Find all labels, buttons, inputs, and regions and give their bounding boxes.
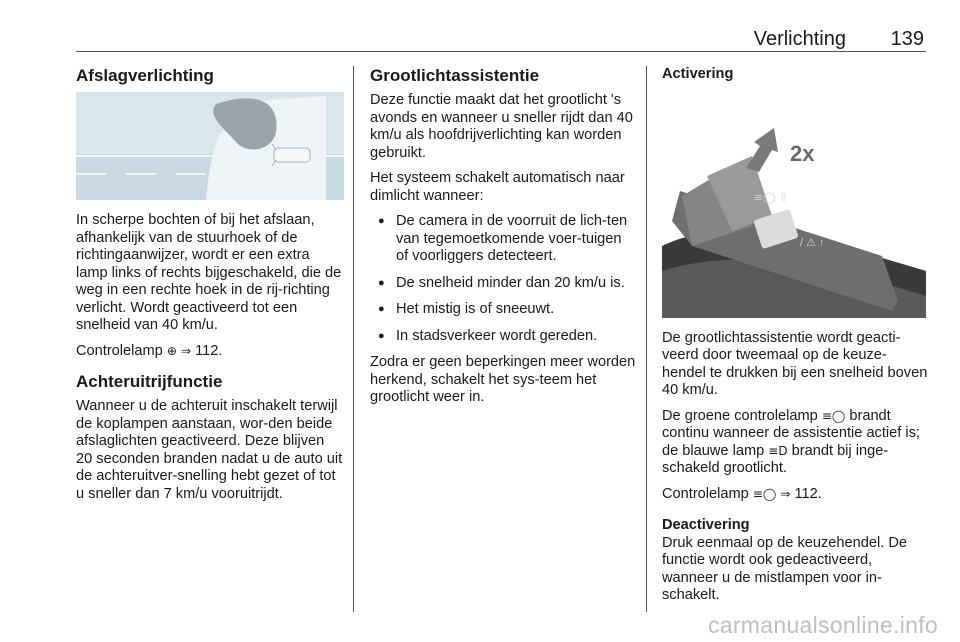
page-number: 139 [890,28,924,50]
heading-activering: Activering [662,66,734,82]
list-item: ● Het mistig is of sneeuwt. [370,301,636,319]
paragraph-controlelamp-1 [76,343,344,361]
controlelamp-label: Controlelamp [662,485,753,502]
page-header [76,25,926,52]
paragraph-achteruitrijfunctie: Wanneer u de achteruit inschakelt terwijl de koplampen aanstaan, wor-den beide afslaglichten geactiveerd. Deze blijven 20 seconden branden nadat u de auto uit de achteruitver-snelling hebt gezet of tot u sneller dan 7 km/u vooruitrijdt. [76,398,343,502]
page-reference: 112. [191,342,223,359]
lever-illustration [662,96,926,318]
page-reference: 112. [790,485,822,502]
press-twice-label: 2x [790,140,815,166]
paragraph-auto-dimming: Het systeem schakelt automatisch naar dimlicht wanneer: [370,170,625,204]
heading-deactivering: Deactivering [662,517,750,533]
column-afslagverlichting [76,66,344,511]
column-activering [662,66,930,613]
column-divider-2 [646,66,647,612]
high-beam-assist-icon: ≡◯ [752,486,777,501]
indicator-lamp-icon: ⊕ [166,343,177,358]
green-lamp-icon: ≡◯ [821,408,846,423]
paragraph-function-description: Deze functie maakt dat het grootlicht 's avonds en wanneer u sneller rijdt dan 40 km/u als hoofdrijverlichting kan worden gebruikt. [370,92,633,161]
paragraph-reactivation: Zodra er geen beperkingen meer worden herkend, schakelt het sys-teem het grootlicht weer in. [370,354,636,405]
conditions-list [370,213,636,345]
paragraph-activation: De grootlichtassistentie wordt geacti-veerd door tweemaal op de keuze-hendel te drukken bij een snelheid boven 40 km/u. [662,329,928,398]
list-item: ● In stadsverkeer wordt gereden. [370,328,636,346]
list-item: ● De snelheid minder dan 20 km/u is. [370,275,636,293]
paragraph-indicator-lamps: De groene controlelamp ≡◯ brandt continu wanneer de assistentie actief is; de blauwe lamp ≡D brandt bij inge-schakeld grootlicht. [662,407,920,476]
svg-text:≡◯ ⇧: ≡◯ ⇧ [754,190,789,204]
svg-text:/ ⚠ ↑: / ⚠ ↑ [800,236,825,249]
cornering-light-illustration [76,92,344,200]
page-reference-icon: ⇒ [780,486,791,501]
column-divider-1 [353,66,354,612]
heading-grootlichtassistentie: Grootlichtassistentie [370,66,540,85]
paragraph-afslag-description: In scherpe bochten of bij het afslaan, afhankelijk van de stuurhoek of de richtingaanwijzer, wordt er een extra lamp links of rechts bijgeschakeld, die de weg in een rechte hoek in de rij-richting verlicht. Wordt geactiveerd tot een snelheid van 40 km/u. [76,212,342,333]
controlelamp-label: Controlelamp [76,342,167,359]
blue-lamp-icon: ≡D [768,443,788,458]
section-title: Verlichting [753,28,846,50]
page-reference-icon: ⇒ [180,343,192,358]
paragraph-deactivation: Druk eenmaal op de keuzehendel. De functie wordt ook gedeactiveerd, wanneer u de mistlampen voor in-schakelt. [662,534,908,603]
heading-achteruitrijfunctie: Achteruitrijfunctie [76,372,223,391]
paragraph-controlelamp-2 [662,486,930,504]
list-item: ● De camera in de voorruit de lich-ten van tegemoetkomende voer-tuigen of voorliggers detecteert. [370,213,636,266]
watermark: carmanualsonline.info [707,612,938,638]
heading-afslagverlichting: Afslagverlichting [76,66,214,85]
column-grootlichtassistentie [370,66,636,415]
